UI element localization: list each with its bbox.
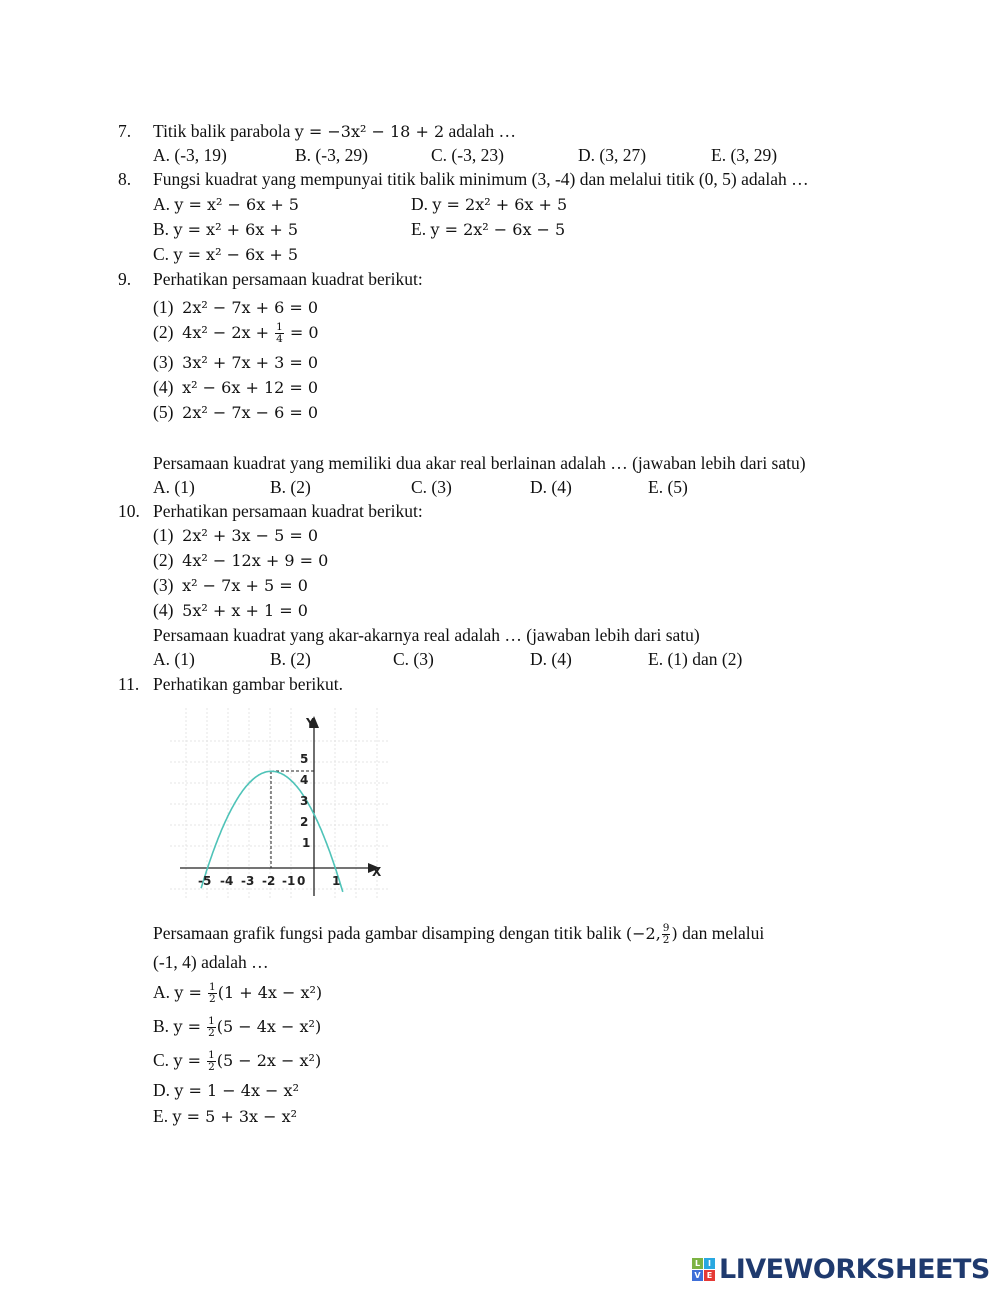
equation: 2x² + 3x − 5 = 0 — [182, 526, 319, 545]
y-axis-label: Y — [306, 716, 315, 730]
logo-tiles-icon: L I V E — [692, 1258, 715, 1281]
y-tick: 1 — [302, 836, 311, 850]
fraction: $\frac{1}{2}$ — [208, 1015, 215, 1040]
option-c[interactable]: C. (-3, 23) — [431, 145, 504, 165]
equation: 2x² − 7x − 6 = 0 — [182, 403, 319, 422]
x-tick: -2 — [262, 874, 276, 888]
option-b[interactable]: B. (2) — [270, 649, 311, 669]
option-label: E. — [153, 1106, 173, 1126]
option-c[interactable] — [153, 1049, 321, 1073]
equation: (5 − 4x − x²) — [216, 1017, 322, 1036]
option-a[interactable]: A. (-3, 19) — [153, 145, 227, 165]
equation-item — [153, 524, 318, 547]
y-tick: 4 — [300, 773, 309, 787]
item-label: (1) — [153, 525, 174, 545]
question-number: 10. — [118, 501, 140, 521]
x-tick: -4 — [220, 874, 234, 888]
question-text: Persamaan kuadrat yang memiliki dua akar real berlainan adalah … (jawaban lebih dari satu) — [153, 453, 806, 473]
option-d[interactable]: D. (4) — [530, 477, 572, 497]
option-label: A. — [153, 194, 175, 214]
option-a[interactable]: A. (1) — [153, 477, 195, 497]
option-label: C. — [153, 244, 174, 264]
question-text: Persamaan kuadrat yang akar-akarnya real adalah … (jawaban lebih dari satu) — [153, 625, 700, 645]
question-number: 9. — [118, 269, 132, 289]
equation-item — [153, 549, 328, 572]
y-tick: 2 — [300, 815, 309, 829]
x-axis-label: X — [372, 865, 382, 879]
equation-item — [153, 376, 318, 399]
item-label: (5) — [153, 402, 174, 422]
item-label: (1) — [153, 297, 174, 317]
item-label: (2) — [153, 322, 174, 342]
option-a[interactable] — [153, 981, 322, 1005]
equation-item — [153, 401, 318, 424]
option-label: A. — [153, 982, 175, 1002]
x-tick: 0 — [297, 874, 306, 888]
question-number: 11. — [118, 674, 140, 694]
parabola-graph — [170, 708, 390, 898]
option-b[interactable] — [153, 1015, 321, 1039]
item-label: (4) — [153, 600, 174, 620]
x-tick: -3 — [241, 874, 255, 888]
option-e[interactable]: E. (1) dan (2) — [648, 649, 743, 669]
option-d[interactable] — [411, 193, 567, 216]
equation: y = 2x² − 6x − 5 — [430, 220, 566, 239]
item-label: (3) — [153, 352, 174, 372]
equation: y = 1 − 4x − x² — [174, 1081, 299, 1100]
question-stem: Fungsi kuadrat yang mempunyai titik balik minimum (3, -4) dan melalui titik (0, 5) adalah … — [153, 169, 809, 189]
option-b[interactable]: B. (2) — [270, 477, 311, 497]
option-label: C. — [153, 1050, 174, 1070]
equation: y = — [173, 1017, 207, 1036]
option-d[interactable]: D. (3, 27) — [578, 145, 647, 165]
option-e[interactable] — [153, 1105, 297, 1128]
equation: y = −3x² − 18 + 2 — [294, 122, 445, 141]
option-e[interactable]: E. (3, 29) — [711, 145, 778, 165]
equation-item — [153, 574, 308, 597]
equation: x² − 6x + 12 = 0 — [182, 378, 319, 397]
equation: (1 + 4x − x²) — [217, 983, 323, 1002]
question-stem: Perhatikan persamaan kuadrat berikut: — [153, 501, 423, 521]
text: Persamaan grafik fungsi pada gambar disamping dengan titik balik — [153, 923, 626, 943]
question-stem: Perhatikan gambar berikut. — [153, 674, 344, 694]
equation: x² − 7x + 5 = 0 — [182, 576, 308, 595]
item-label: (2) — [153, 550, 174, 570]
question-tail: adalah … — [444, 121, 517, 141]
equation: y = — [174, 983, 208, 1002]
option-a[interactable] — [153, 193, 299, 216]
x-tick: -5 — [198, 874, 212, 888]
equation: 2x² − 7x + 6 = 0 — [182, 298, 319, 317]
equation: y = x² − 6x + 5 — [173, 245, 299, 264]
question-text: (-1, 4) adalah … — [153, 952, 269, 972]
option-label: B. — [153, 1016, 174, 1036]
option-b[interactable]: B. (-3, 29) — [295, 145, 368, 165]
equation: 4x² − 12x + 9 = 0 — [182, 551, 329, 570]
equation: y = 5 + 3x − x² — [172, 1107, 298, 1126]
option-e[interactable]: E. (5) — [648, 477, 688, 497]
equation: 5x² + x + 1 = 0 — [182, 601, 308, 620]
equation: 4x² − 2x + — [182, 323, 275, 342]
question-stem: Perhatikan persamaan kuadrat berikut: — [153, 269, 423, 289]
option-label: B. — [153, 219, 174, 239]
question-number: 7. — [118, 121, 132, 141]
option-c[interactable]: C. (3) — [411, 477, 452, 497]
liveworksheets-logo — [692, 1254, 990, 1285]
equation-item — [153, 321, 319, 345]
equation-item — [153, 296, 318, 319]
equation: y = 2x² + 6x + 5 — [432, 195, 568, 214]
option-b[interactable] — [153, 218, 298, 241]
equation: y = x² + 6x + 5 — [173, 220, 299, 239]
fraction: $\frac{1}{2}$ — [209, 981, 216, 1006]
option-d[interactable] — [153, 1079, 299, 1102]
item-label: (3) — [153, 575, 174, 595]
x-tick: 1 — [332, 874, 341, 888]
option-label: D. — [153, 1080, 175, 1100]
x-tick: -1 — [282, 874, 296, 888]
question-text — [153, 922, 764, 946]
vertex: (−2, — [625, 924, 661, 943]
question-number: 8. — [118, 169, 132, 189]
equation-item — [153, 599, 308, 622]
logo-text: LIVEWORKSHEETS — [719, 1254, 990, 1285]
question-stem: Titik balik parabola — [153, 121, 295, 141]
item-label: (4) — [153, 377, 174, 397]
equation-item — [153, 351, 318, 374]
text: dan melalui — [677, 923, 765, 943]
y-tick: 5 — [300, 752, 309, 766]
option-d[interactable]: D. (4) — [530, 649, 572, 669]
option-a[interactable]: A. (1) — [153, 649, 195, 669]
equation: 3x² + 7x + 3 = 0 — [182, 353, 319, 372]
option-label: E. — [411, 219, 431, 239]
option-e[interactable] — [411, 218, 565, 241]
fraction: $\frac{9}{2}$ — [662, 922, 670, 947]
option-c[interactable]: C. (3) — [393, 649, 434, 669]
equation: = 0 — [284, 323, 319, 342]
equation: y = — [173, 1051, 207, 1070]
vertex: ) — [671, 924, 678, 943]
grid — [170, 708, 390, 898]
equation: y = x² − 6x + 5 — [174, 195, 299, 214]
equation: (5 − 2x − x²) — [216, 1051, 322, 1070]
fraction: $\frac{1}{4}$ — [276, 321, 283, 346]
option-c[interactable] — [153, 243, 298, 266]
y-tick: 3 — [300, 794, 309, 808]
fraction: $\frac{1}{2}$ — [208, 1049, 215, 1074]
option-label: D. — [411, 194, 433, 214]
